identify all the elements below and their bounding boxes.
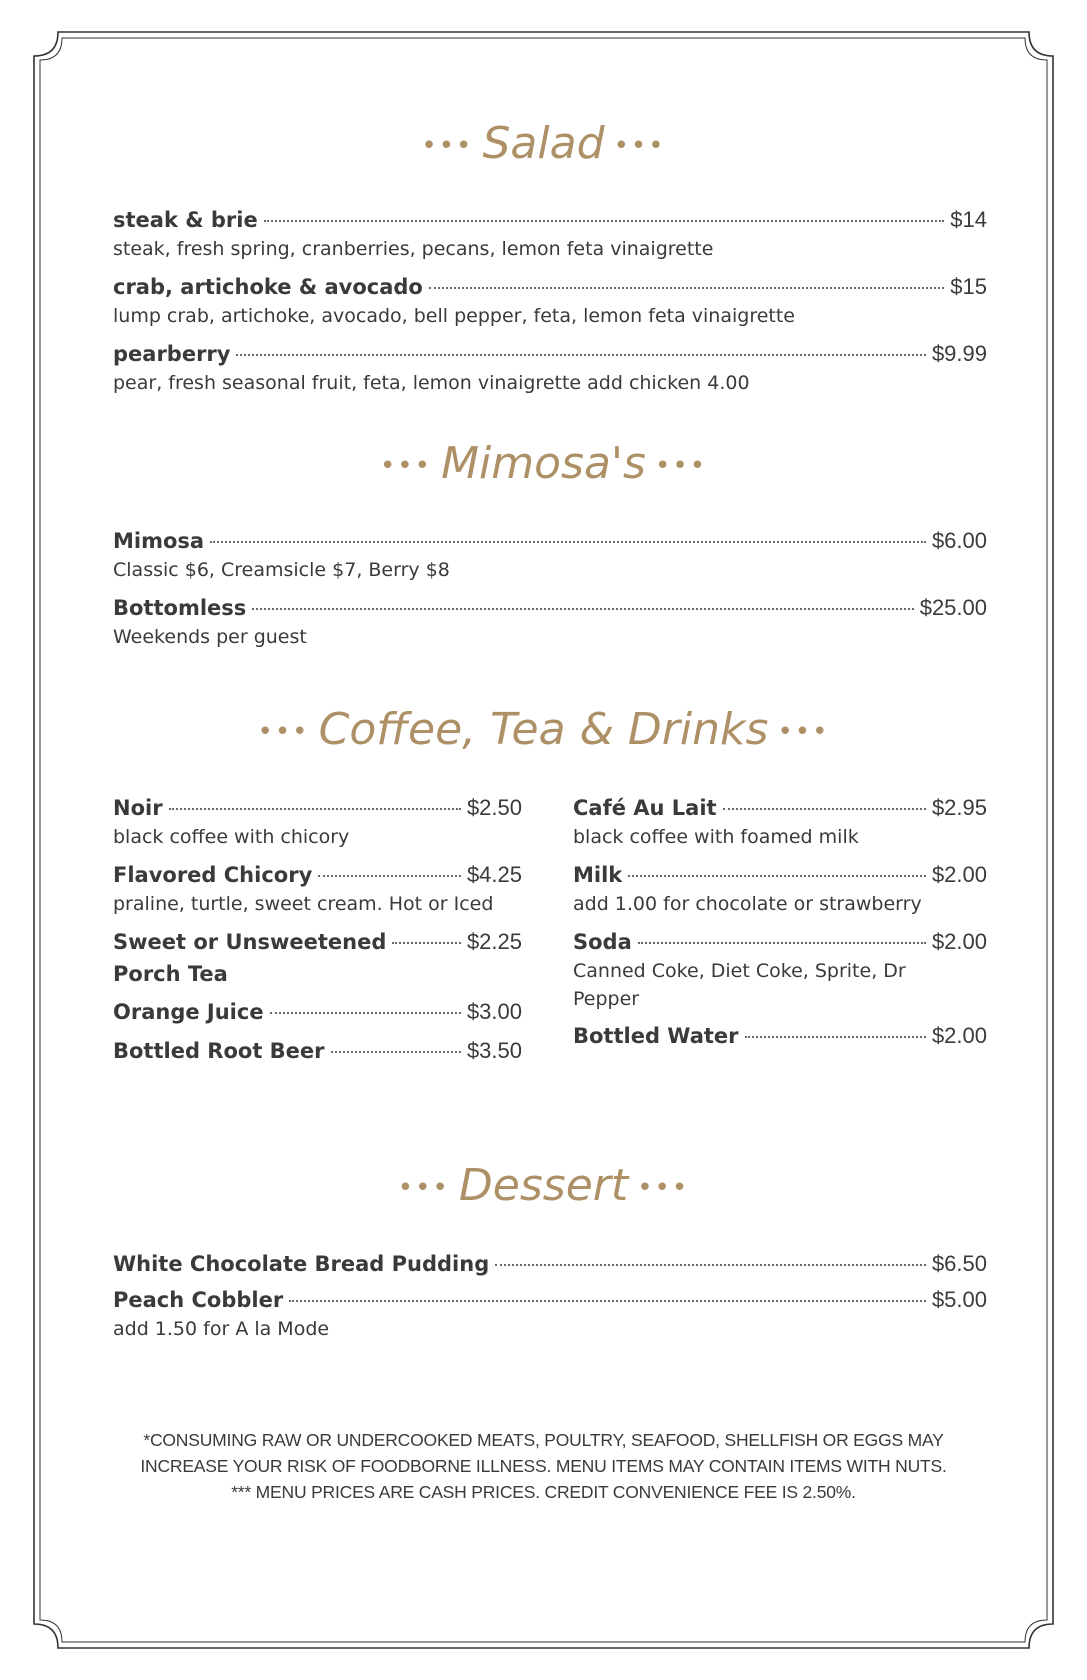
ornament-dots: •••: [257, 717, 310, 747]
item-name: Bottled Water: [573, 1024, 739, 1048]
item-price: $2.95: [931, 795, 987, 820]
item-name: Noir: [113, 796, 163, 820]
item-price: $2.25: [466, 929, 522, 954]
dot-leader: [392, 942, 461, 944]
item-price: $2.00: [931, 929, 987, 954]
item-name: Milk: [573, 863, 623, 887]
dot-leader: [331, 1051, 461, 1053]
item-price: $25.00: [919, 595, 987, 620]
item-name: pearberry: [113, 342, 231, 366]
menu-item: [113, 1251, 987, 1277]
dot-leader: [745, 1036, 926, 1038]
menu-item: [573, 862, 987, 918]
dot-leader: [169, 808, 461, 810]
item-name: White Chocolate Bread Pudding: [113, 1252, 490, 1276]
menu-item: [113, 999, 522, 1025]
dot-leader: [270, 1012, 461, 1014]
dot-leader: [429, 287, 944, 289]
item-name: Bottomless: [113, 596, 247, 620]
menu-item: [113, 795, 522, 851]
dot-leader: [236, 354, 925, 356]
dot-leader: [638, 942, 926, 944]
menu-item: [113, 274, 987, 330]
menu-item: [113, 1287, 987, 1343]
ornament-dots: •••: [637, 1173, 690, 1203]
ornament-dots: •••: [421, 131, 474, 161]
menu-item: [113, 929, 522, 987]
item-name: crab, artichoke & avocado: [113, 275, 423, 299]
section-title: Coffee, Tea & Drinks: [318, 704, 769, 755]
item-name: Soda: [573, 930, 632, 954]
item-description: add 1.00 for chocolate or strawberry: [573, 893, 922, 915]
item-price: $2.00: [931, 1023, 987, 1048]
menu-item: [113, 207, 987, 263]
item-description: add 1.50 for A la Mode: [113, 1318, 330, 1340]
item-price: $9.99: [931, 341, 987, 366]
item-price: $15: [950, 274, 987, 299]
dot-leader: [252, 608, 913, 610]
disclaimer-line: *CONSUMING RAW OR UNDERCOOKED MEATS, POULTRY, SEAFOOD, SHELLFISH OR EGGS MAY: [143, 1430, 944, 1450]
item-description: Canned Coke, Diet Coke, Sprite, Dr: [573, 960, 906, 982]
dot-leader: [264, 220, 945, 222]
item-name: Mimosa: [113, 529, 205, 553]
item-price: $2.50: [466, 795, 522, 820]
ornament-dots: •••: [655, 451, 708, 481]
item-price: $3.50: [466, 1038, 522, 1063]
item-description: Classic $6, Creamsicle $7, Berry $8: [113, 559, 450, 581]
drinks-heading: [0, 704, 1087, 755]
item-description: Weekends per guest: [113, 626, 307, 648]
dot-leader: [495, 1264, 926, 1266]
item-description: lump crab, artichoke, avocado, bell pepper, feta, lemon feta vinaigrette: [113, 305, 795, 327]
menu-item: [113, 528, 987, 584]
dot-leader: [210, 541, 926, 543]
dot-leader: [289, 1300, 926, 1302]
item-name: Sweet or Unsweetened: [113, 930, 387, 954]
menu-item: [113, 341, 987, 397]
ornament-dots: •••: [613, 131, 666, 161]
disclaimer-line: *** MENU PRICES ARE CASH PRICES. CREDIT CONVENIENCE FEE IS 2.50%.: [231, 1482, 856, 1502]
item-description: pear, fresh seasonal fruit, feta, lemon vinaigrette add chicken 4.00: [113, 372, 750, 394]
item-description: praline, turtle, sweet cream. Hot or Iced: [113, 893, 494, 915]
section-title: Dessert: [458, 1160, 629, 1211]
item-name-continued: Porch Tea: [113, 962, 228, 986]
item-price: $2.00: [931, 862, 987, 887]
menu-item: [113, 1038, 522, 1064]
menu-item: [573, 795, 987, 851]
item-price: $6.50: [931, 1251, 987, 1276]
disclaimer: [100, 1427, 987, 1505]
item-description: black coffee with foamed milk: [573, 826, 859, 848]
dot-leader: [723, 808, 926, 810]
section-title: Salad: [482, 118, 605, 169]
item-name: Orange Juice: [113, 1000, 264, 1024]
section-title: Mimosa's: [441, 438, 646, 489]
mimosa-heading: [0, 438, 1087, 489]
item-name: Flavored Chicory: [113, 863, 313, 887]
item-price: $3.00: [466, 999, 522, 1024]
salad-heading: [0, 118, 1087, 169]
menu-item: [573, 1023, 987, 1049]
item-name: Peach Cobbler: [113, 1288, 284, 1312]
ornament-dots: •••: [397, 1173, 450, 1203]
menu-item: [113, 862, 522, 918]
item-description: black coffee with chicory: [113, 826, 350, 848]
item-price: $6.00: [931, 528, 987, 553]
item-price: $5.00: [931, 1287, 987, 1312]
disclaimer-line: INCREASE YOUR RISK OF FOODBORNE ILLNESS. MENU ITEMS MAY CONTAIN ITEMS WITH NUTS.: [140, 1456, 947, 1476]
item-description: steak, fresh spring, cranberries, pecans, lemon feta vinaigrette: [113, 238, 714, 260]
item-description: Pepper: [573, 988, 640, 1010]
item-price: $4.25: [466, 862, 522, 887]
item-name: steak & brie: [113, 208, 258, 232]
item-name: Bottled Root Beer: [113, 1039, 325, 1063]
menu-item: [573, 929, 987, 1013]
item-price: $14: [950, 207, 987, 232]
ornament-dots: •••: [777, 717, 830, 747]
menu-item: [113, 595, 987, 651]
item-name: Café Au Lait: [573, 796, 717, 820]
dessert-heading: [0, 1160, 1087, 1211]
ornament-dots: •••: [379, 451, 432, 481]
dot-leader: [318, 875, 461, 877]
dot-leader: [628, 875, 926, 877]
